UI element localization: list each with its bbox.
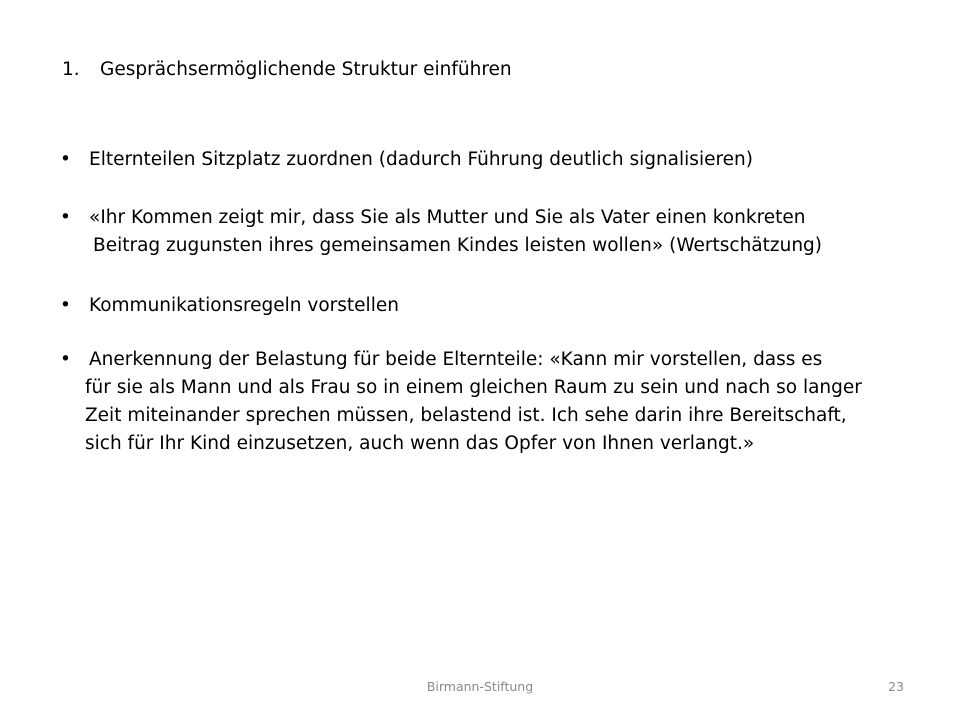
bullet-text-line: Elternteilen Sitzplatz zuordnen (dadurch Führung deutlich signalisieren) (89, 149, 753, 170)
bullet-text-line: Kommunikationsregeln vorstellen (89, 295, 399, 316)
bullet-item (60, 204, 822, 260)
heading-text: Gesprächsermöglichende Struktur einführen (100, 59, 512, 80)
bullet-dot-icon: • (60, 149, 71, 170)
page-number: 23 (888, 679, 904, 694)
bullet-text-line: Anerkennung der Belastung für beide Elternteile: «Kann mir vorstellen, dass es (89, 349, 823, 370)
bullet-dot-icon: • (60, 207, 71, 228)
bullet-item (60, 146, 753, 174)
bullet-text-line: Beitrag zugunsten ihres gemeinsamen Kindes leisten wollen» (Wertschätzung) (93, 235, 823, 256)
bullet-item (60, 292, 399, 320)
bullet-item (60, 346, 862, 458)
bullet-dot-icon: • (60, 349, 71, 370)
slide-heading (62, 56, 512, 84)
bullet-text-line: «Ihr Kommen zeigt mir, dass Sie als Mutter und Sie als Vater einen konkreten (89, 207, 806, 228)
footer-organization: Birmann-Stiftung (426, 679, 534, 694)
bullet-text-line: sich für Ihr Kind einzusetzen, auch wenn das Opfer von Ihnen verlangt.» (85, 433, 755, 454)
bullet-dot-icon: • (60, 295, 71, 316)
bullet-text-line: für sie als Mann und als Frau so in einem gleichen Raum zu sein und nach so langer (85, 377, 862, 398)
bullet-text-line: Zeit miteinander sprechen müssen, belastend ist. Ich sehe darin ihre Bereitschaft, (85, 405, 847, 426)
heading-number: 1. (62, 59, 80, 80)
